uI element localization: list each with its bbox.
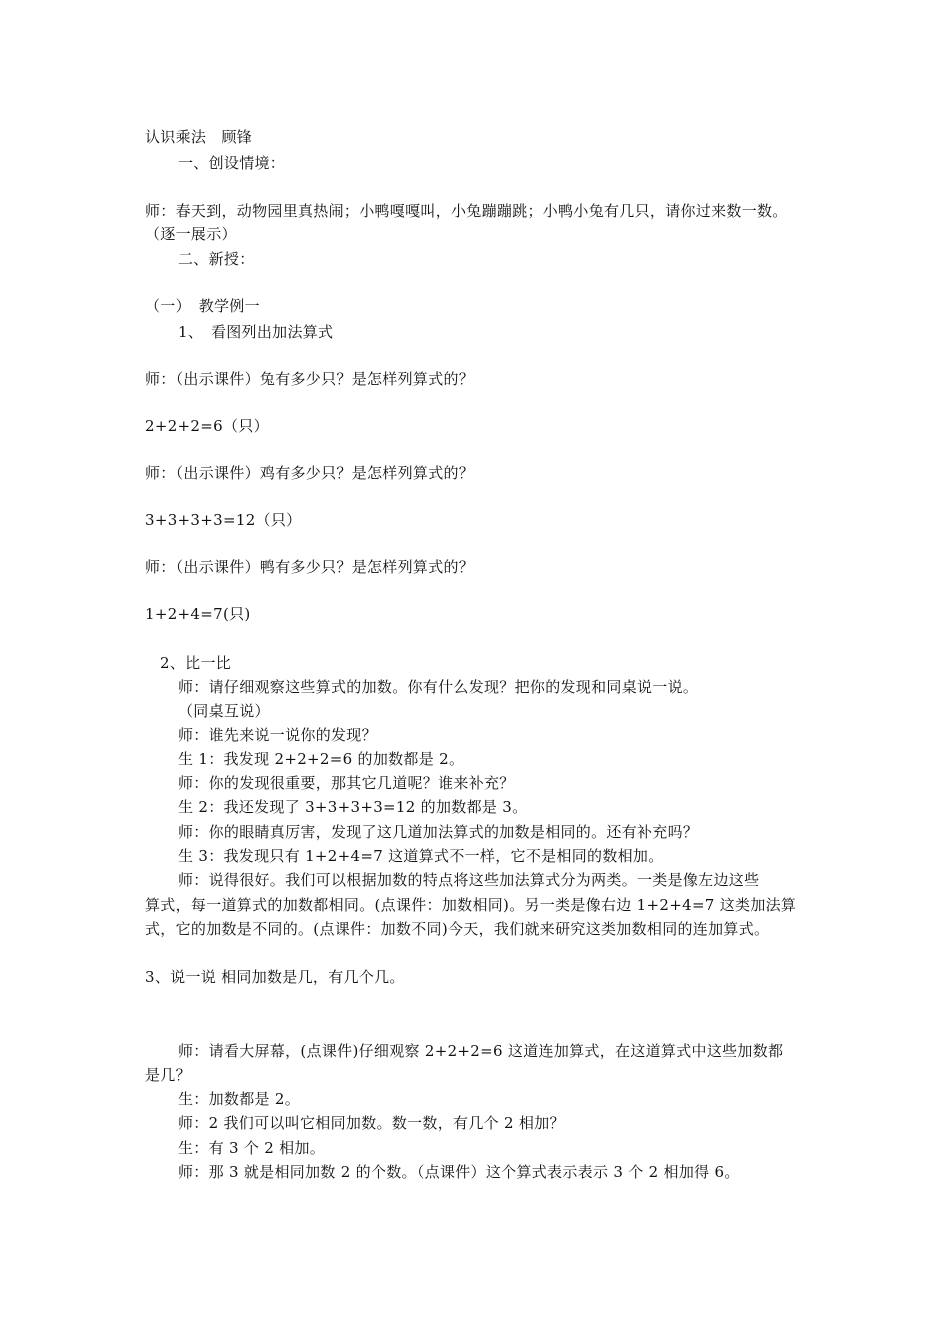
equation: 1+2+4=7(只) bbox=[145, 605, 251, 623]
paragraph: 师：请仔细观察这些算式的加数。你有什么发现？把你的发现和同桌说一说。 bbox=[178, 678, 699, 696]
paragraph: 算式，每一道算式的加数都相同。(点课件：加数相同)。另一类是像右边 1+2+4=7 这类加法算 bbox=[145, 896, 797, 914]
paragraph: 师：2 我们可以叫它相同加数。数一数，有几个 2 相加？ bbox=[178, 1114, 565, 1132]
step-heading: 2、比一比 bbox=[160, 654, 232, 672]
paragraph: 生 3：我发现只有 1+2+4=7 这道算式不一样，它不是相同的数相加。 bbox=[178, 847, 664, 865]
paragraph: 师：（出示课件）兔有多少只？是怎样列算式的？ bbox=[145, 370, 475, 388]
equation: 2+2+2=6（只） bbox=[145, 417, 269, 435]
paragraph: 师：你的发现很重要，那其它几道呢？谁来补充？ bbox=[178, 774, 515, 792]
paragraph: （逐一展示） bbox=[145, 225, 237, 243]
equation: 3+3+3+3=12（只） bbox=[145, 511, 302, 529]
paragraph: 师：那 3 就是相同加数 2 的个数。（点课件）这个算式表示表示 3 个 2 相加得 6。 bbox=[178, 1163, 740, 1181]
section-heading: 二、新授： bbox=[178, 250, 255, 268]
paragraph: 师：说得很好。我们可以根据加数的特点将这些加法算式分为两类。一类是像左边这些 bbox=[178, 871, 760, 889]
paragraph: 师：春天到，动物园里真热闹；小鸭嘎嘎叫，小兔蹦蹦跳；小鸭小兔有几只，请你过来数一数。 bbox=[145, 202, 788, 220]
paragraph: 师：（出示课件）鸭有多少只？是怎样列算式的？ bbox=[145, 558, 475, 576]
paragraph: 师：谁先来说一说你的发现？ bbox=[178, 726, 377, 744]
paragraph: （同桌互说） bbox=[178, 702, 270, 720]
paragraph: 生 1：我发现 2+2+2=6 的加数都是 2。 bbox=[178, 750, 465, 768]
step-heading: 3、说一说 相同加数是几，有几个几。 bbox=[145, 968, 405, 986]
step-heading: 1、 看图列出加法算式 bbox=[178, 323, 334, 341]
subsection-heading: （一） 教学例一 bbox=[145, 297, 260, 315]
paragraph: 师：请看大屏幕，(点课件)仔细观察 2+2+2=6 这道连加算式，在这道算式中这些加数都 bbox=[178, 1042, 784, 1060]
paragraph: 师：你的眼睛真厉害，发现了这几道加法算式的加数是相同的。还有补充吗？ bbox=[178, 823, 699, 841]
paragraph: 师：（出示课件）鸡有多少只？是怎样列算式的？ bbox=[145, 464, 475, 482]
paragraph: 式，它的加数是不同的。(点课件：加数不同)今天，我们就来研究这类加数相同的连加算式。 bbox=[145, 920, 770, 938]
section-heading: 一、创设情境： bbox=[178, 154, 286, 172]
paragraph: 是几？ bbox=[145, 1066, 191, 1084]
paragraph: 生 2：我还发现了 3+3+3+3=12 的加数都是 3。 bbox=[178, 798, 528, 816]
document-title: 认识乘法 顾锋 bbox=[145, 128, 253, 146]
paragraph: 生：加数都是 2。 bbox=[178, 1090, 301, 1108]
paragraph: 生：有 3 个 2 相加。 bbox=[178, 1139, 326, 1157]
